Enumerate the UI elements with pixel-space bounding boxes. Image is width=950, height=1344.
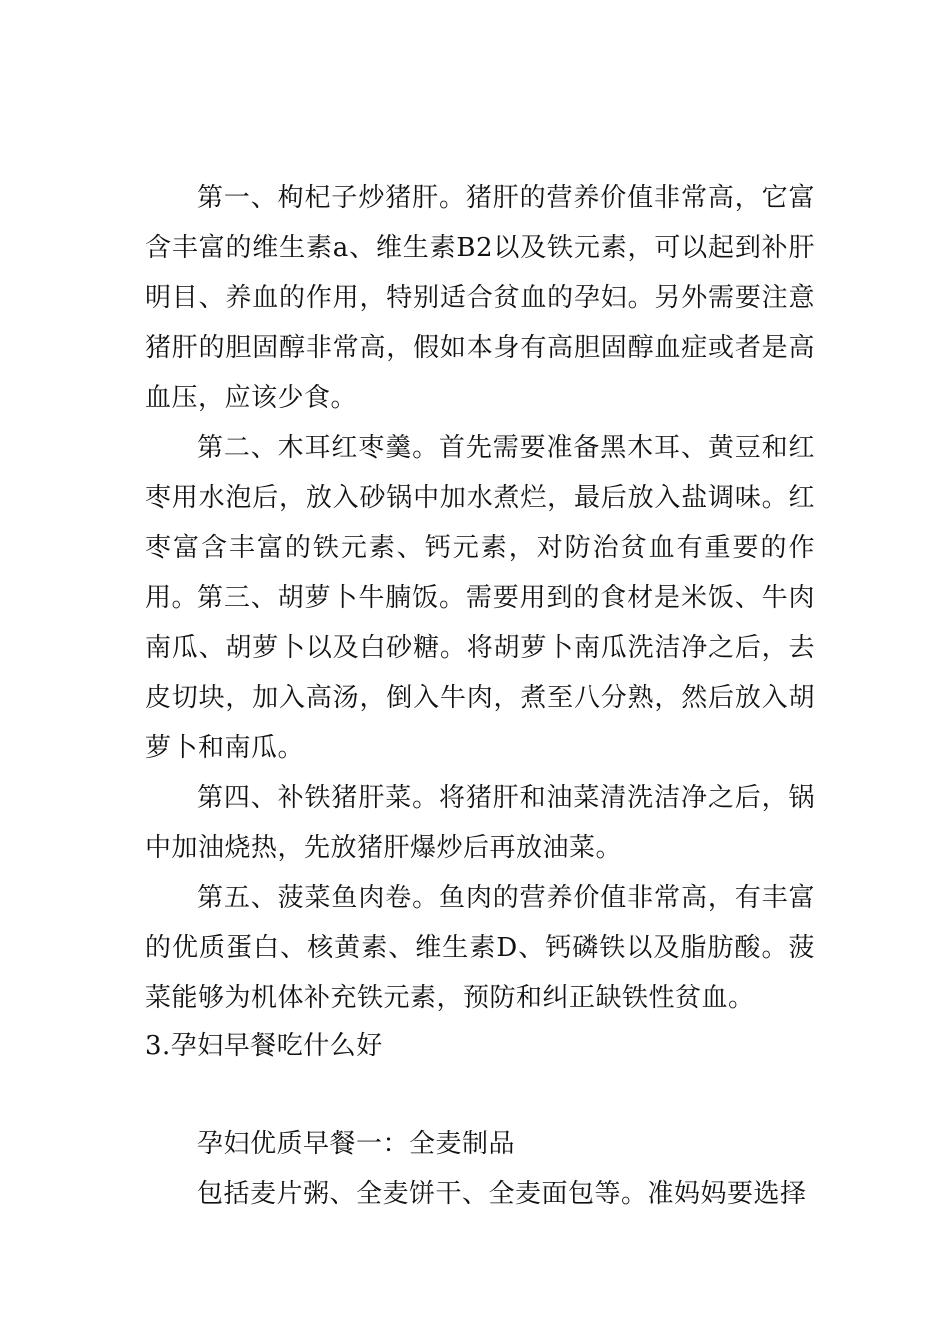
subheading-whole-wheat: 孕妇优质早餐一：全麦制品	[197, 1129, 516, 1159]
paragraph-whole-wheat: 包括麦片粥、全麦饼干、全麦面包等。准妈妈要选择	[197, 1179, 807, 1209]
paragraph-carrot-beef-rice: 第三、胡萝卜牛腩饭。需要用到的食材是米饭、牛肉南瓜、胡萝卜以及白砂糖。将胡萝卜南瓜洗洁净之后，去皮切块，加入高汤，倒入牛肉，煮至八分熟，然后放入胡萝卜和南瓜。	[145, 583, 815, 763]
paragraph-pork-liver: 第一、枸杞子炒猪肝。猪肝的营养价值非常高，它富含丰富的维生素a、维生素B2以及铁元素，可以起到补肝明目、养血的作用，特别适合贫血的孕妇。另外需要注意猪肝的胆固醇非常高，假如本身有高胆固醇血症或者是高血压，应该少食。	[145, 183, 815, 413]
section-heading: 3.孕妇早餐吃什么好	[145, 1031, 383, 1061]
paragraph-fungus-date-soup: 第二、木耳红枣羹。首先需要准备黑木耳、黄豆和红枣用水泡后，放入砂锅中加水煮烂，最后放入盐调味。红枣富含丰富的铁元素、钙元素，对防治贫血有重要的作用。	[145, 433, 815, 613]
paragraph-spinach-fish-roll: 第五、菠菜鱼肉卷。鱼肉的营养价值非常高，有丰富的优质蛋白、核黄素、维生素D、钙磷铁以及脂肪酸。菠菜能够为机体补充铁元素，预防和纠正缺铁性贫血。	[145, 883, 815, 1013]
paragraph-iron-liver-dish: 第四、补铁猪肝菜。将猪肝和油菜清洗洁净之后，锅中加油烧热，先放猪肝爆炒后再放油菜。	[145, 783, 815, 863]
